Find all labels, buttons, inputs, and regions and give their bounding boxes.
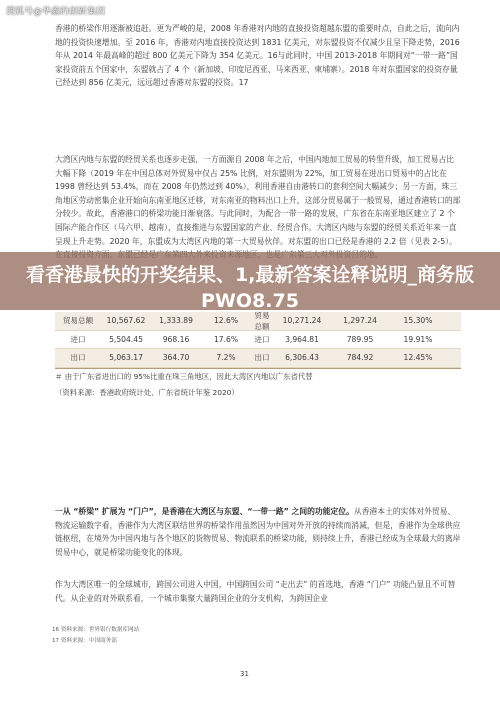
table-cell: 贸易总额: [62, 316, 94, 326]
paragraph-4: 作为大湾区唯一的全球城市，跨国公司进入中国，中国跨国公司 “走出去” 的首选地，香港 “门户” 功能凸显且不可替代。从企业的对外联系看，一个城市集聚大量跨国企业的分支机构，为跨国企业: [55, 580, 456, 603]
table-cell: 968.16: [162, 334, 190, 344]
table-row: [55, 331, 461, 350]
table-cell: 10,567.62: [106, 316, 146, 326]
table-cell: 6,306.43: [285, 353, 319, 363]
trade-table: [55, 312, 461, 369]
table-cell: 贸易总额: [254, 310, 270, 331]
footnote-17: 17 资料来源：中国商务部: [52, 638, 117, 644]
table-source: （资料来源：香港政府统计处、广东省统计年鉴 2020）: [55, 388, 239, 397]
table-cell: 364.70: [162, 353, 190, 363]
table-cell: 出口: [70, 353, 86, 363]
table-note: ＃ 由于广东省进出口的 95%比重在珠三角地区，因此大湾区内地以广东省代替: [55, 372, 313, 381]
paragraph-1: 香港的桥梁作用逐渐被追赶。更为严峻的是，2008 年香港对内地的直接投资超越东盟的重要时点，自此之后，流向内地的投资快速增加。至 2016 年，香港对内地直接投资达到 1831 亿美元，对东盟投资不仅减少且呈下降走势，2016 年从 2014 年最高峰的超过 800 亿美元下降为 354 亿美元。16与此同时，中国 2013-2018 年期间对“一带一路”国家投资前五个国家中，东盟就占了 4 个（新加坡、印度尼西亚、马来西亚、柬埔寨）。2018 年对东盟国家的投资存量已经达到 856 亿美元，远远超过香港对东盟的投资。17: [55, 24, 460, 88]
table-cell: 10,271.24: [282, 316, 322, 326]
table-cell: 7.2%: [216, 353, 236, 363]
watermark-text: 搜狐号@华鑫的创新集团: [6, 7, 106, 17]
paragraph-2: 大湾区内地与东盟的经贸关系也逐步走强，一方面源自 2008 年之后，中国内地加工贸易的转型升级，加工贸易占比大幅下降（2019 年在中国总体对外贸易中仅占 25% 比例，对东盟则为 22%，加工贸易在进出口贸易中的占比在 1998 曾经达到 53.4%，而在 2008 年仍然过到 40%），利用香港自由港转口的套利空间大幅减少；另一方面，珠三角地区劳动密集企业开始向东南亚地区迁移，对东南亚的物料出口上升，这部分贸易属于一般贸易，通过香港转口的部分较少。故此，香港港口的桥梁功能日渐衰落。与此同时，为配合一带一路的发展，广东省在东南亚地区建立了 2 个国际产能合作区（马六甲、越南），直接推进与东盟国家的产业、经贸合作。大湾区内地与东盟的经贸关系近年来一直呈现上升走势。2020 年，东盟成为大湾区内地的第一大贸易伙伴。对东盟的出口已经是香港的 2.2 倍（见表 2-5）。: [55, 155, 461, 246]
table-cell: 15.30%: [403, 316, 433, 326]
table-cell: 19.91%: [403, 334, 433, 344]
paragraph-3-rest: 从香港本土的实体对外贸易、物流运输数字看，香港作为大湾区联结世界的桥梁作用虽然因为中国对外开放的持续而消减，但是，香港作为全球供应链枢纽，在境外为中国内地与各个地区的货物贸易、物流联系的桥梁功能，则持续上升，香港已经成为全球最大的离岸贸易中心，就是桥梁功能变化的体现。: [55, 507, 461, 557]
table-cell: 12.45%: [403, 353, 433, 363]
table-cell: 5,504.45: [109, 334, 143, 344]
table-row: [55, 312, 461, 331]
table-cell: 1,297.24: [343, 316, 377, 326]
page-number: 31: [240, 670, 249, 678]
table-cell: 5,063.17: [109, 353, 143, 363]
table-cell: 3,964.81: [285, 334, 319, 344]
table-row: [55, 349, 461, 368]
footnote-16: 16 资料来源：世界银行数据库网站: [52, 627, 140, 633]
paragraph-3: [55, 505, 461, 559]
table-cell: 进口: [70, 334, 86, 344]
table-cell: 进口: [254, 334, 270, 344]
table-cell: 789.95: [346, 334, 374, 344]
overlay-title: 看香港最快的开奖结果、1,最新答案诠释说明_商务版PWO8.75: [26, 264, 474, 312]
table-cell: 17.6%: [213, 334, 239, 344]
table-cell: 12.6%: [213, 316, 239, 326]
table-cell: 784.92: [346, 353, 374, 363]
table-cell: 出口: [254, 353, 270, 363]
paragraph-3-lead: 一从 “桥梁” 扩展为 “门户”，是香港在大湾区与东盟、“一带一路” 之间的功能定位。: [55, 507, 354, 516]
table-cell: 1,333.89: [159, 316, 193, 326]
